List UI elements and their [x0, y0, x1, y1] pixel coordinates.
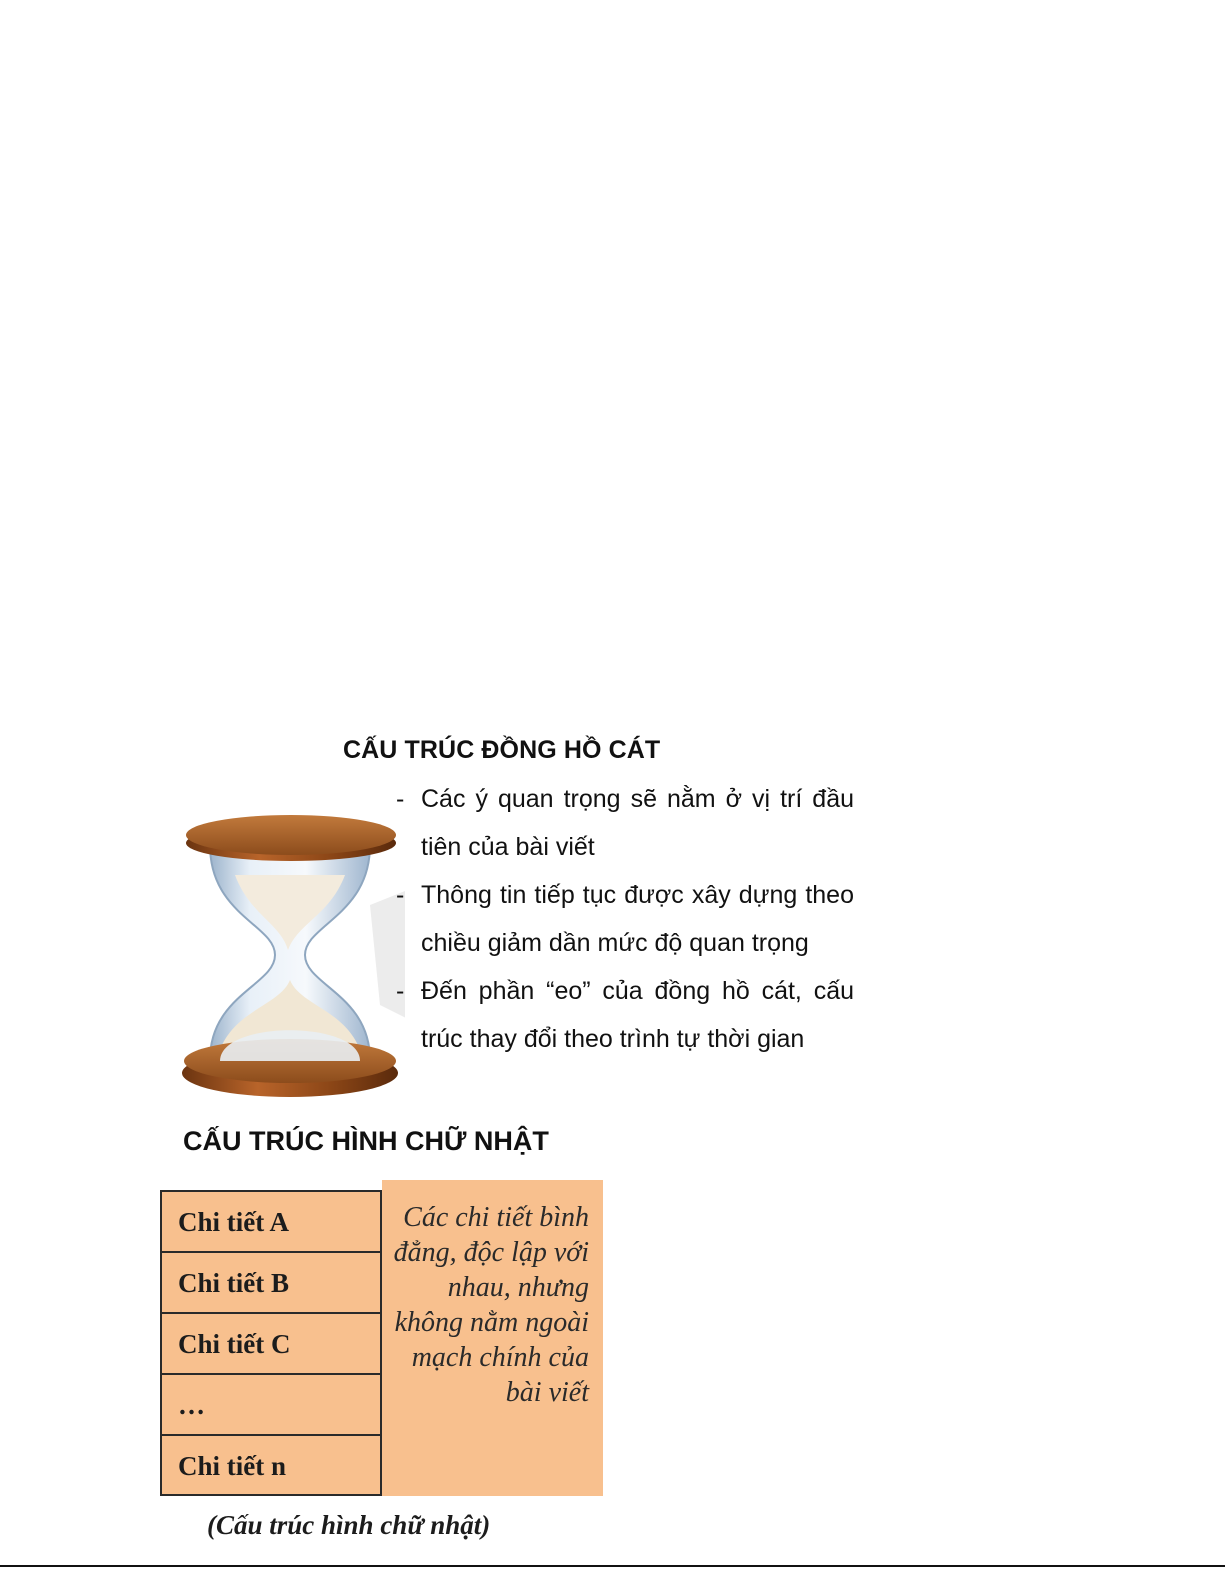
- bullet-text: Thông tin tiếp tục được xây dựng theo chiều giảm dần mức độ quan trọng: [421, 881, 854, 957]
- hourglass-icon: [180, 805, 405, 1105]
- bullet-text: Các ý quan trọng sẽ nằm ở vị trí đầu tiên của bài viết: [421, 785, 854, 861]
- figure-caption: (Cấu trúc hình chữ nhật): [207, 1510, 491, 1540]
- page-bottom-rule: [0, 1565, 1225, 1567]
- rectangle-structure-figure: [160, 1190, 603, 1498]
- detail-row: Chi tiết C: [162, 1314, 380, 1375]
- bullet-item: [396, 775, 854, 871]
- hourglass-bullet-list: [396, 775, 854, 1063]
- rectangle-section-title: CẤU TRÚC HÌNH CHỮ NHẬT: [183, 1126, 549, 1156]
- detail-row: Chi tiết A: [162, 1192, 380, 1253]
- bullet-marker: -: [396, 977, 405, 1005]
- bullet-item: [396, 871, 854, 967]
- bullet-text: Đến phần “eo” của đồng hồ cát, cấu trúc thay đổi theo trình tự thời gian: [421, 977, 854, 1053]
- bullet-marker: -: [396, 785, 405, 813]
- detail-row: Chi tiết B: [162, 1253, 380, 1314]
- detail-table: [160, 1190, 382, 1496]
- hourglass-section-title: CẤU TRÚC ĐỒNG HỒ CÁT: [343, 736, 661, 764]
- bullet-item: [396, 967, 854, 1063]
- detail-row: Chi tiết n: [178, 1451, 286, 1481]
- detail-description: Các chi tiết bình đẳng, độc lập với nhau, nhưng không nằm ngoài mạch chính của bài viết: [382, 1190, 603, 1496]
- detail-row: …: [162, 1375, 380, 1436]
- bullet-marker: -: [396, 881, 405, 909]
